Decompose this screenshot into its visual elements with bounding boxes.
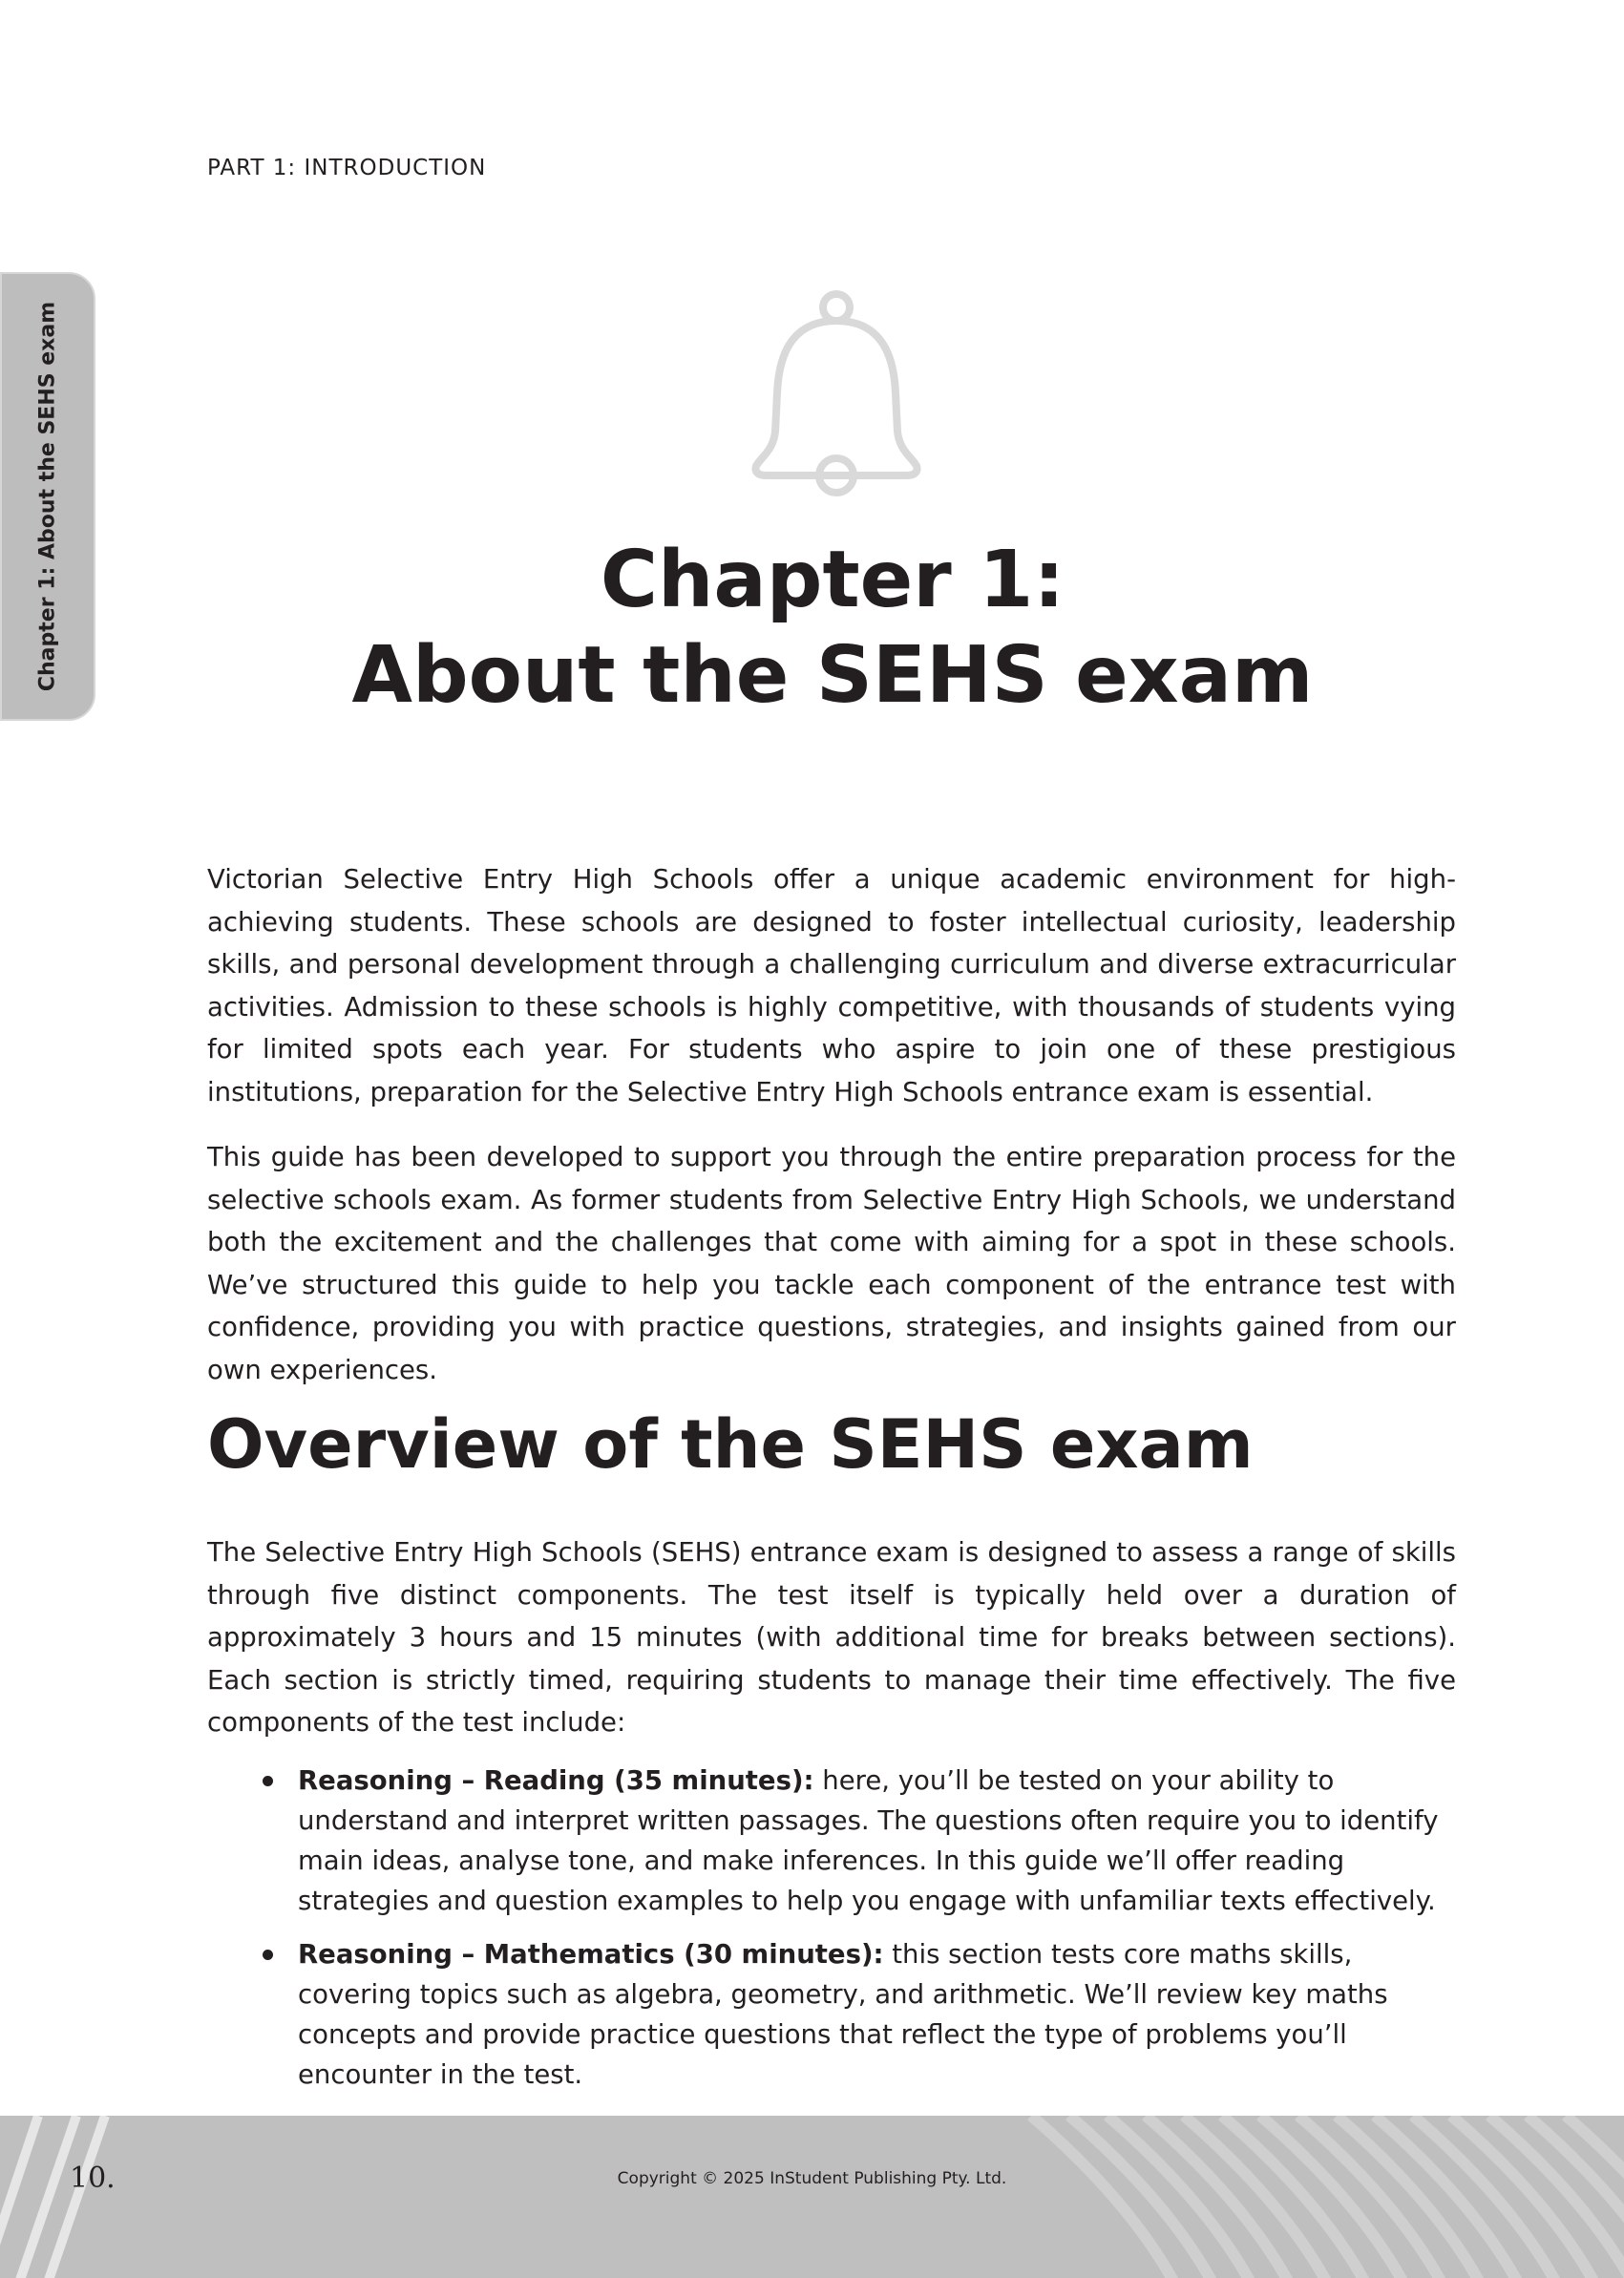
components-list — [207, 1761, 1456, 2108]
page-number: 10. — [70, 2162, 116, 2195]
chapter-title-line1: Chapter 1: — [600, 535, 1065, 625]
section-heading: Overview of the SEHS exam — [207, 1405, 1254, 1484]
chapter-title-line2: About the SEHS exam — [351, 630, 1314, 721]
component-text: this section tests core maths skills, covering topics such as algebra, geometry, and arithmetic. We’ll review key maths concepts and provide practice questions that reflect the type of problems you’ll encounter in the test. — [298, 1939, 1388, 2090]
chapter-title — [207, 533, 1458, 724]
component-title: Reasoning – Mathematics (30 minutes): — [298, 1939, 884, 1970]
side-tab-label: Chapter 1: About the SEHS exam — [35, 301, 60, 692]
component-title: Reasoning – Reading (35 minutes): — [298, 1765, 814, 1796]
list-item — [207, 1934, 1456, 2095]
intro-paragraph-2: This guide has been developed to support you through the entire preparation process for the selective schools exam. As former students from Selective Entry High Schools, we understand both the excitement and the challenges that come with aiming for a spot in these schools. We’ve structured this guide to help you tackle each component of the entrance test with confidence, providing you with practice questions, strategies, and insights gained from our own experiences. — [207, 1142, 1456, 1385]
chapter-side-tab — [0, 272, 95, 721]
intro-paragraph-1: Victorian Selective Entry High Schools offer a unique academic environment for high-achieving students. These schools are designed to foster intellectual curiosity, leadership skills, and personal development through a challenging curriculum and diverse extracurricular activities. Admission to these schools is highly competitive, with thousands of students vying for limited spots each year. For students who aspire to join one of these prestigious institutions, preparation for the Selective Entry High Schools entrance exam is essential. — [207, 864, 1456, 1107]
copyright-notice: Copyright © 2025 InStudent Publishing Pty. Ltd. — [617, 2169, 1007, 2188]
overview-paragraph: The Selective Entry High Schools (SEHS) entrance exam is designed to assess a range of skills through five distinct components. The test itself is typically held over a duration of approximately 3 hours and 15 minutes (with additional time for breaks between sections). Each section is strictly timed, requiring students to manage their time effectively. The five components of the test include: — [207, 1537, 1456, 1738]
list-item — [207, 1761, 1456, 1921]
footer-stripes — [0, 2116, 1624, 2278]
part-label: PART 1: INTRODUCTION — [207, 156, 487, 180]
bullet-dot — [263, 1950, 273, 1960]
bullet-dot — [263, 1776, 273, 1786]
page-footer — [0, 2116, 1624, 2278]
bell-icon — [750, 288, 922, 500]
component-text: here, you’ll be tested on your ability to understand and interpret written passages. The questions often require you to identify main ideas, analyse tone, and make inferences. In this guide we’ll offer reading strategies and question examples to help you engage with unfamiliar texts effectively. — [298, 1765, 1439, 1916]
